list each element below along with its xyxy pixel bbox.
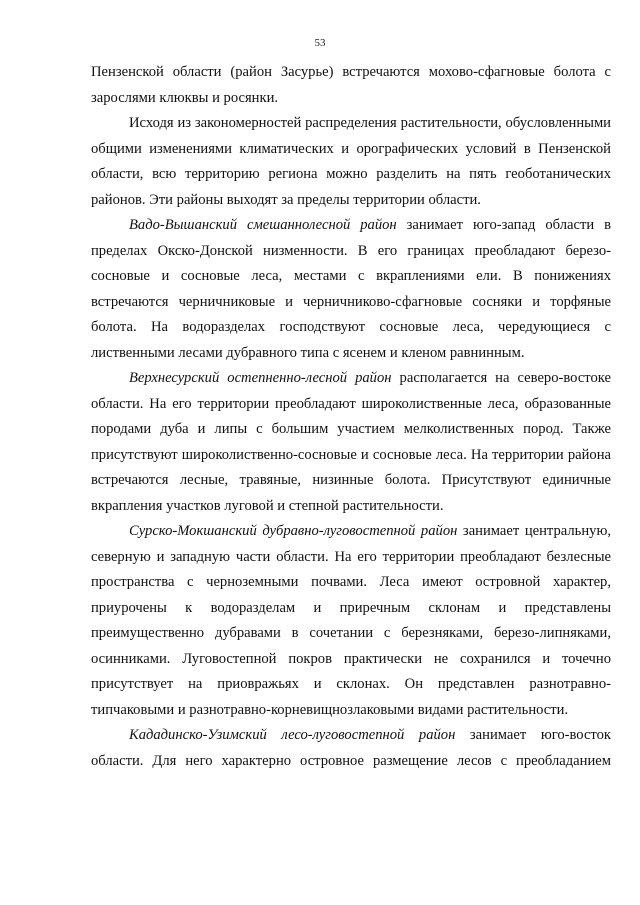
body-text (91, 60, 611, 774)
paragraph-6 (91, 723, 611, 774)
paragraph-1 (91, 60, 611, 111)
paragraph-5-text: занимает центральную, северную и западную части области. На его территории преобладают безлесные пространства с черноземными почвами. Леса имеют островной характер, приурочены к водоразделам и приречным склонам и представлены преимущественно дубравами в сочетании с березняками, березо-липняками, осинниками. Луговостепной покров практически не сохранился и точечно присутствует на приовражьях и склонах. Он представлен разнотравно-типчаковыми и разнотравно-корневищнозлаковыми видами растительности. (91, 523, 611, 718)
region-name-sursko-mokshansky: Сурско-Мокшанский дубравно-луговостепной район (129, 523, 458, 539)
page-number: 53 (314, 37, 326, 49)
paragraph-6-text: занимает юго-восток области. Для него характерно островное размещение лесов с преобладанием (91, 727, 611, 769)
paragraph-3-text: занимает юго-запад области в пределах Окско-Донской низменности. В его границах преобладают березо-сосновые и сосновые леса, местами с вкраплениями ели. В понижениях встречаются черничниковые и черничниково-сфагновые сосняки и торфяные болота. На водоразделах господствуют сосновые леса, чередующиеся с лиственными лесами дубравного типа с ясенем и кленом равнинным. (91, 217, 611, 361)
paragraph-3 (91, 213, 611, 366)
region-name-kadadinsko-uzimsky: Кададинско-Узимский лесо-луговостепной район (129, 727, 456, 743)
region-name-vado-vyshansky: Вадо-Вышанский смешаннолесной район (129, 217, 397, 233)
paragraph-2-text: Исходя из закономерностей распределения растительности, обусловленными общими изменениями климатических и орографических условий в Пензенской области, всю территорию региона можно разделить на пять геоботанических районов. Эти районы выходят за пределы территории области. (91, 115, 611, 208)
paragraph-5 (91, 519, 611, 723)
paragraph-4 (91, 366, 611, 519)
region-name-verkhnesursky: Верхнесурский остепненно-лесной район (129, 370, 392, 386)
paragraph-1-text: Пензенской области (район Засурье) встречаются мохово-сфагновые болота с зарослями клюквы и росянки. (91, 64, 611, 106)
paragraph-2 (91, 111, 611, 213)
paragraph-4-text: располагается на северо-востоке области. На его территории преобладают широколиственные леса, образованные породами дуба и липы с большим участием мелколиственных пород. Также присутствуют широколиственно-сосновые и сосновые леса. На территории района встречаются лесные, травяные, низинные болота. Присутствуют единичные вкрапления участков луговой и степной растительности. (91, 370, 611, 514)
